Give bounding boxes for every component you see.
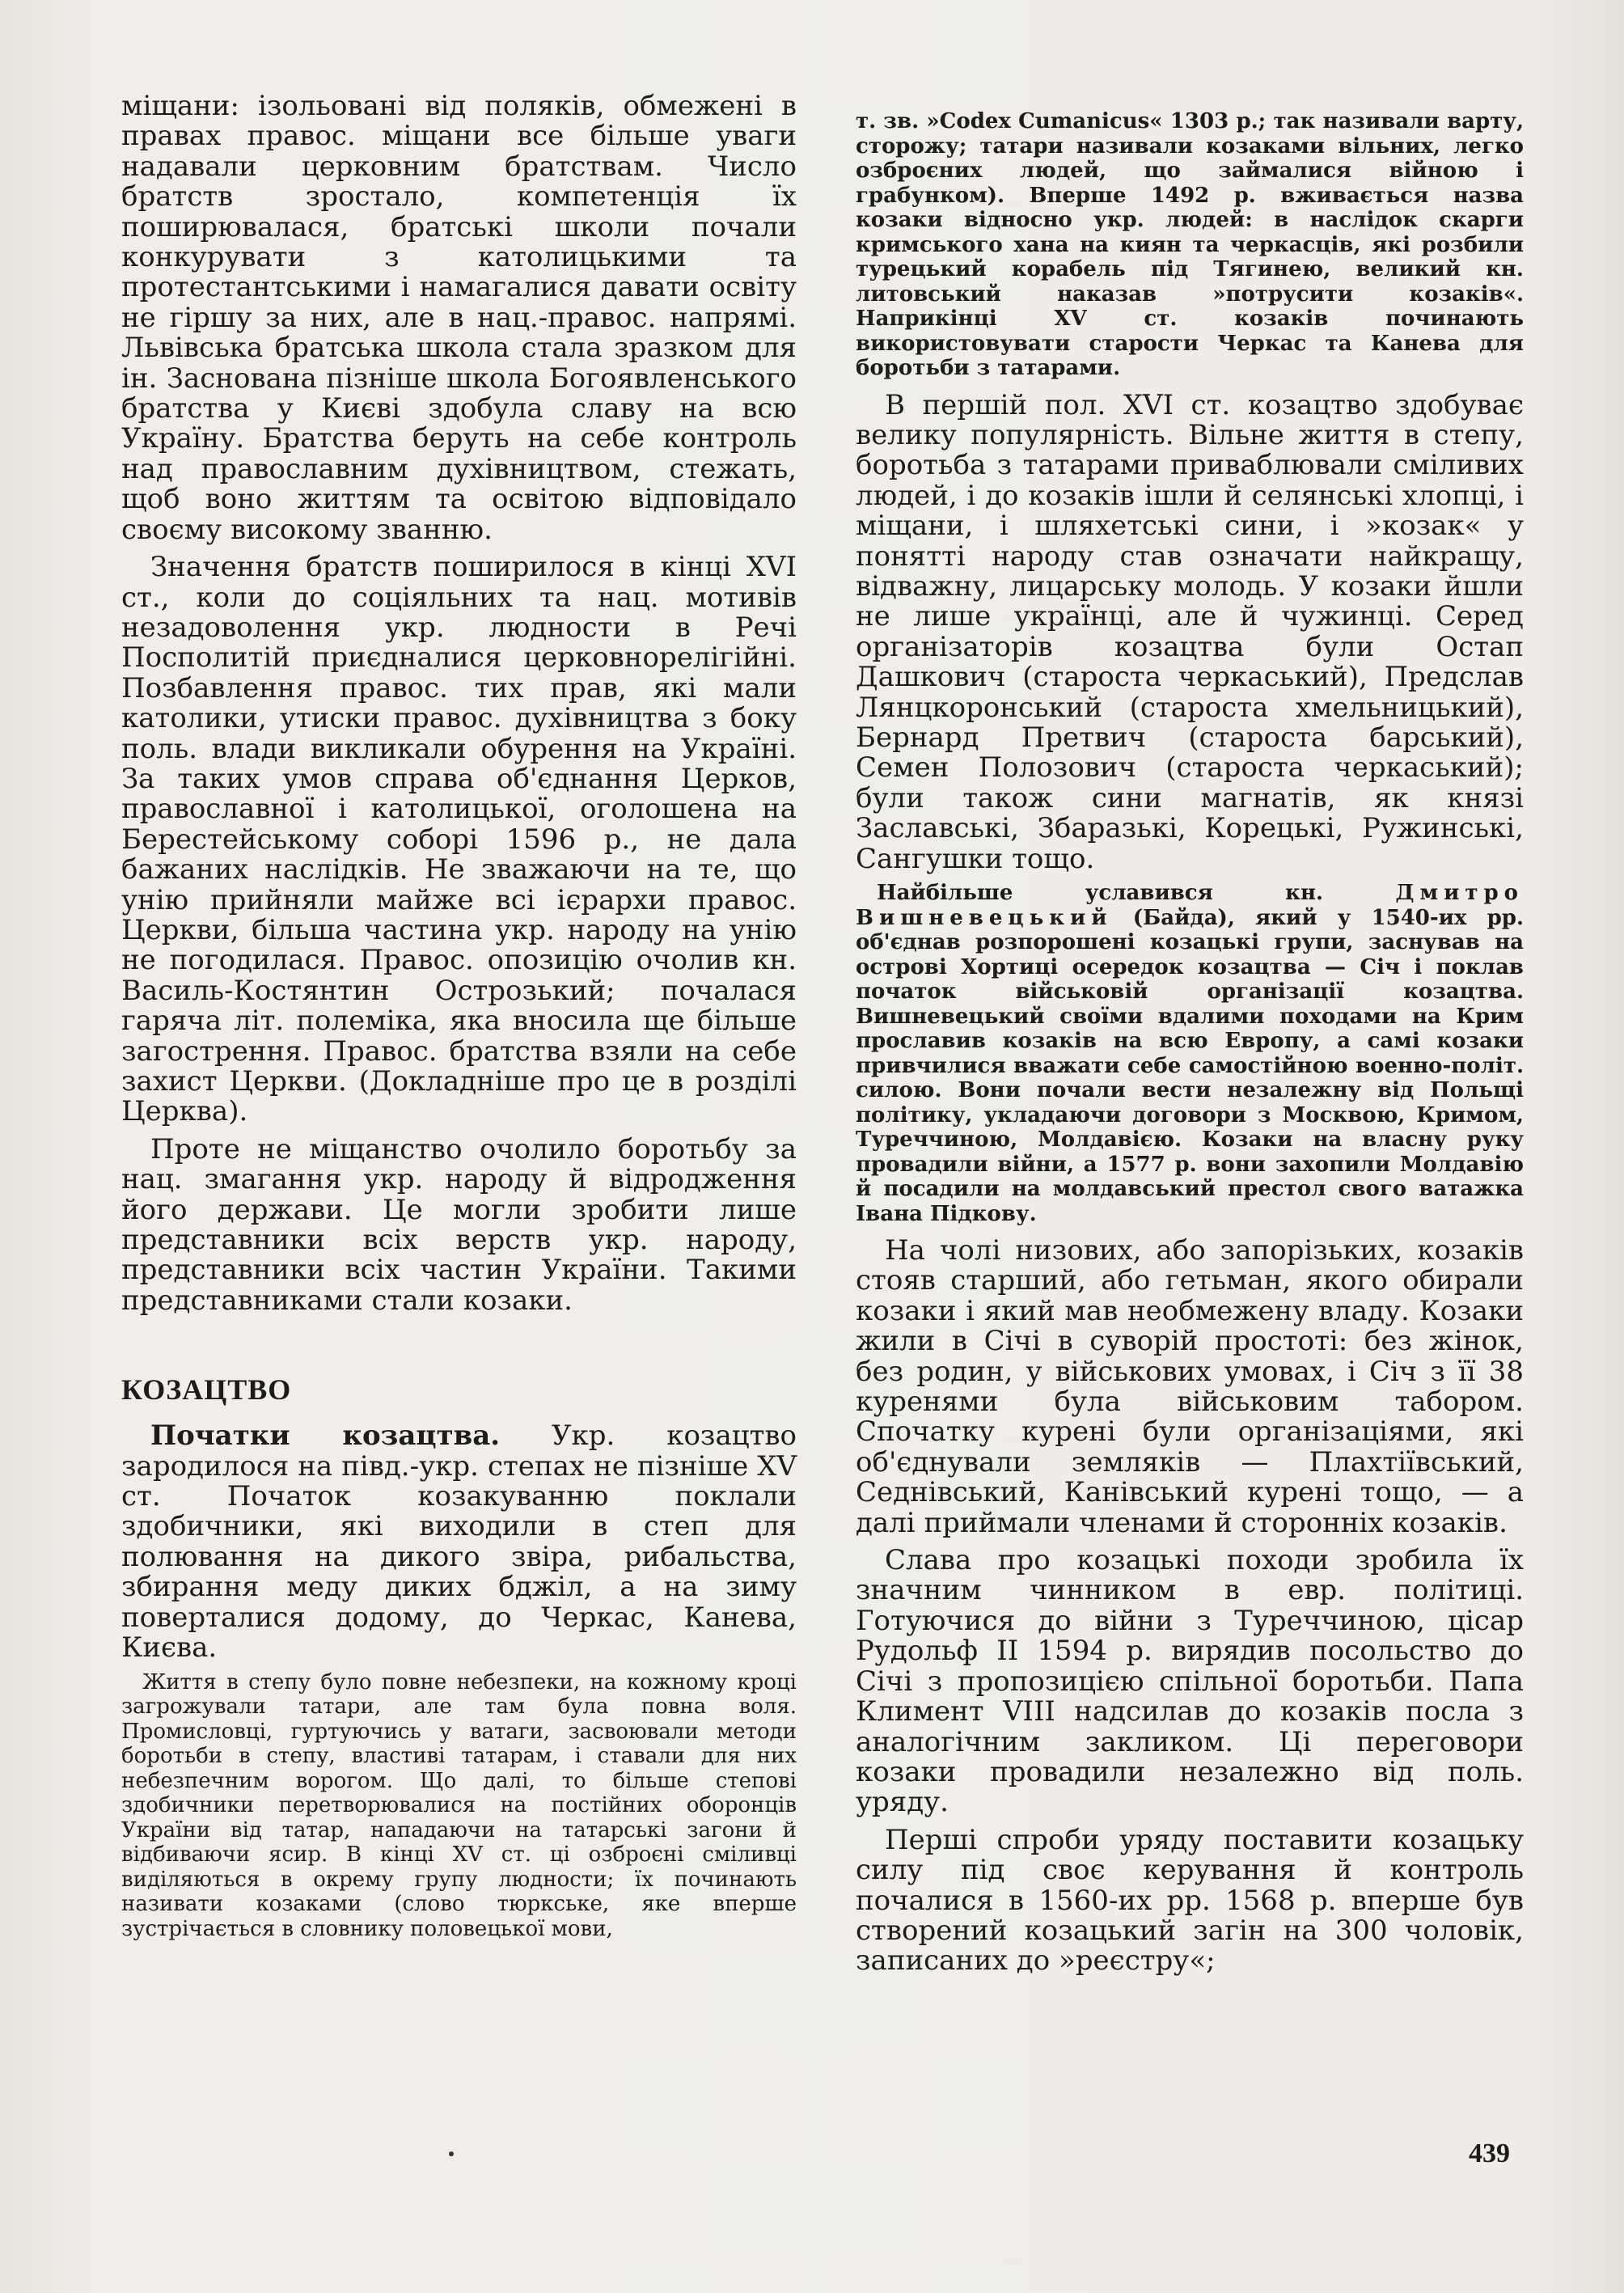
paragraph-zhyttia-v-stepu: Життя в степу було повне небезпеки, на кожному кроці загрожували татари, але там була повна воля. Промисловці, гуртуючись у ватаги, засвоювали методи боротьби в степу, властиві татарам, і ставали для них небезпечним ворогом. Що далі, то більше степові здобичники перетворювалися на постійних оборонців України від татар, нападаючи на татарські загони й відбиваючи ясир. В кінці XV ст. ці озброєні сміливці виділяються в окрему групу людности; їх починають називати козаками (слово тюркське, яке вперше зустрічається в словнику половецької мови, (121, 1669, 797, 1941)
paragraph-hetman: На чолі низових, або запорізьких, козаків стояв старший, або гетьман, якого обирали козаки і який мав необмежену владу. Козаки жили в Січі в суворій простоті: без жінок, без родин, у військових умовах, і Січ з її 38 куренями була військовим табором. Спочатку курені були організаціями, які об'єднували земляків — Плахтіївський, Седнівський, Канівський курені тощо, — а далі приймали членами й сторонніх козаків. (856, 1234, 1524, 1539)
runin-pochatky: Початки козацтва. (150, 1419, 501, 1453)
ink-dot (449, 2151, 454, 2156)
paragraph-pershi-sproby: Перші спроби уряду поставити козацьку силу під своє керування й контроль почалися в 1560-их рр. 1568 р. вперше був створений козацький загін на 300 чоловік, записаних до »реєстру«; (856, 1823, 1524, 1978)
paragraph-vyshnevetskyi (856, 881, 1524, 1226)
paragraph-meshchanstvo: Проте не міщанство очолило боротьбу за нац. змагання укр. народу й відродження його держави. Це могли зробити лише представники всіх верств укр. народу, представники всіх частин України. Такими представниками стали козаки. (121, 1132, 797, 1317)
paragraph-pochatky-kozatstva (121, 1421, 797, 1663)
vyshnevetskyi-text: (Байда), який у 1540-их рр. об'єднав розпорошені козацькі групи, заснував на острові Хортиці осередок козацтва — Січ і поклав початок військовій організації козацтва. Вишневецький своїми вдалими походами на Крим прославив козаків на всю Европу, а самі козаки привчилися вважати себе самостійною военно-політ. силою. Вони почали вести незалежну від Польщі політику, укладаючи договори з Москвою, Кримом, Туреччиною, Молдавією. Козаки на власну руку провадили війни, а 1577 р. вони захопили Молдавію й посадили на молдавський престол свого ватажка Івана Підкову. (856, 905, 1524, 1226)
paragraph-bratstva: міщани: ізольовані від поляків, обмежені в правах правос. міщани все більше уваги надавали церковним братствам. Число братств зростало, компетенція їх поширювалася, братські школи почали конкурувати з католицькими та протестантськими і намагалися давати освіту не гіршу за них, але в нац.-правос. напрямі. Львівська братська школа стала зразком для ін. Заснована пізніше школа Богоявленського братства у Києві здобула славу на всю Україну. Братства беруть на себе контроль над православним духівництвом, стежать, щоб воно життям та освітою відповідало своєму високому званню. (121, 90, 797, 546)
paragraph-populiarnist: В першій пол. XVI ст. козацтво здобуває велику популярність. Вільне життя в степу, боротьба з татарами приваблювали сміливих людей, і до козаків ішли й селянські хлопці, і міщани, і шляхетські сини, і »козак« у понятті народу став означати найкращу, відважну, лицарську молодь. У козаки йшли не лише українці, але й чужинці. Серед організаторів козацтва були Остап Дашкович (староста черкаський), Предслав Лянцкоронський (староста хмельницький), Бернард Претвич (староста барський), Семен Полозович (староста черкаський); були також сини магнатів, як князі Заславські, Збаразькі, Корецькі, Ружинські, Сангушки тощо. (856, 388, 1524, 875)
paragraph-pochatky-text: Укр. козацтво зародилося на півд.-укр. степах не пізніше XV ст. Початок козакуванню поклали здобичники, які виходили в степ для полювання на дикого звіра, рибальства, збирання меду диких бджіл, а на зиму поверталися додому, до Черкас, Канева, Києва. (121, 1419, 797, 1665)
left-column (121, 0, 797, 1941)
paragraph-znachennia-bratstv: Значення братств поширилося в кінці XVI ст., коли до соціяльних та нац. мотивів незадоволення укр. людности в Речі Посполитій приєдналися церковнорелігійні. Позбавлення правос. тих прав, які мали католики, утиски правос. духівництва з боку поль. влади викликали обурення на Україні. За таких умов справа об'єднання Церков, православної і католицької, оголошена на Берестейському соборі 1596 р., не дала бажаних наслідків. Не зважаючи на те, що унію прийняли майже всі ієрархи правос. Церкви, більша частина укр. народу на унію не погодилася. Правос. опозицію очолив кн. Василь-Костянтин Острозький; почалася гаряча літ. полеміка, яка вносила ще більше загострення. Правос. братства взяли на себе захист Церкви. (Докладніше про це в розділі Церква). (121, 551, 797, 1128)
vyshnevetskyi-name: Дмитро Вишневецький (856, 881, 1524, 930)
right-column (856, 0, 1524, 1977)
section-heading-kozatstvo: КОЗАЦТВО (121, 1373, 292, 1407)
vyshnevetskyi-lead: Найбільше уславився кн. (877, 881, 1396, 905)
page-number: 439 (1469, 2139, 1510, 2168)
paragraph-codex-cumanicus: т. зв. »Codex Cumanicus« 1303 р.; так називали варту, сторожу; татари називали козаками вільних, легко озброєних людей, що займалися війною і грабунком). Вперше 1492 р. вживається назва козаки відносно укр. людей: в наслідок скарги кримського хана на киян та черкасців, які розбили турецький корабель під Тягинею, великий кн. литовський наказав »потрусити козаків«. Наприкінці XV ст. козаків починають використовувати старости Черкас та Канева для боротьби з татарами. (856, 109, 1524, 380)
paragraph-slava: Слава про козацькі походи зробила їх значним чинником в евр. політиці. Готуючися до війни з Туреччиною, цісар Рудольф II 1594 р. вирядив посольство до Січі з пропозицією спільної боротьби. Папа Климент VIII надсилав до козаків посла з аналогічним закликом. Ці переговори козаки провадили незалежно від поль. уряду. (856, 1544, 1524, 1819)
